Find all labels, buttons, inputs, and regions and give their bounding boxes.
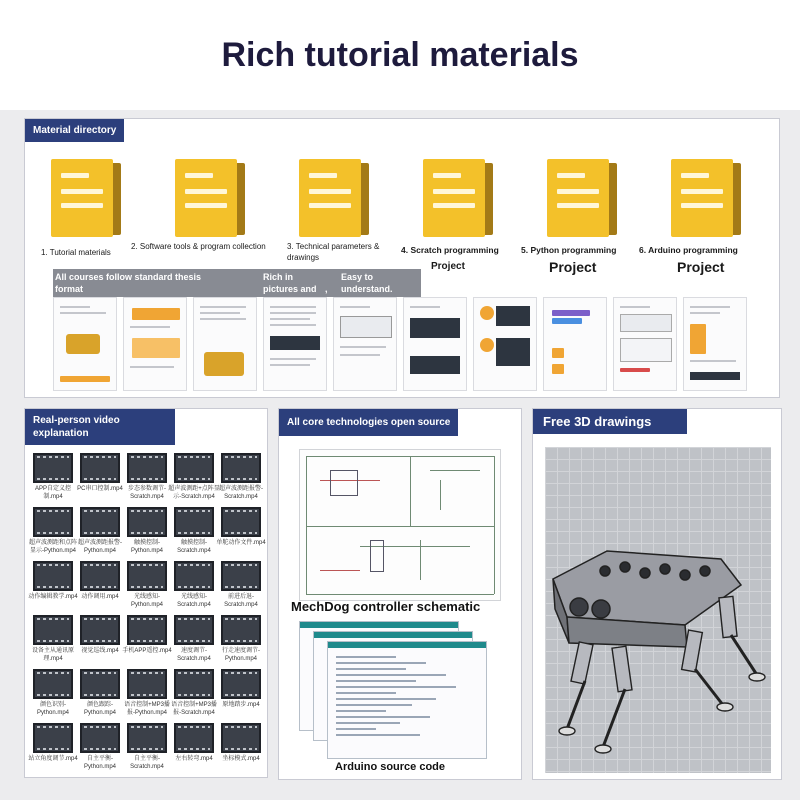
folder-icon[interactable] (671, 159, 741, 237)
feature-band (53, 269, 421, 297)
video-file-icon[interactable] (127, 615, 167, 645)
doc-thumbnail[interactable] (613, 297, 677, 391)
doc-thumbnail[interactable] (683, 297, 747, 391)
video-file-icon[interactable] (221, 669, 261, 699)
video-file-label: 左右转弯.mp4 (175, 756, 213, 762)
video-file-icon[interactable] (33, 723, 73, 753)
video-file-icon[interactable] (174, 669, 214, 699)
video-file-icon[interactable] (80, 507, 120, 537)
code-window (327, 641, 487, 759)
video-file-label: PC串口控制.mp4 (77, 486, 123, 492)
video-file-icon[interactable] (221, 561, 261, 591)
video-file-icon[interactable] (80, 561, 120, 591)
video-file-icon[interactable] (221, 615, 261, 645)
video-file-label: 光线感知-Scratch.mp4 (177, 594, 211, 608)
video-file-label: 动作编辑教学.mp4 (28, 594, 78, 600)
feature-text: , (325, 284, 328, 294)
video-file-label: 触摸控制-Python.mp4 (130, 540, 164, 554)
robot-dog-icon (545, 447, 771, 773)
folder-sublabel: Project (431, 261, 465, 272)
video-file-icon[interactable] (174, 615, 214, 645)
video-file-label: 步态参数调节-Scratch.mp4 (128, 486, 166, 500)
folder-label: 5. Python programming (521, 245, 617, 255)
video-file-icon[interactable] (33, 561, 73, 591)
material-directory-tag: Material directory (25, 119, 124, 142)
feature-text: Easy to understand. (341, 272, 393, 294)
schematic-caption: MechDog controller schematic (291, 599, 481, 614)
doc-thumbnail[interactable] (403, 297, 467, 391)
video-file-icon[interactable] (174, 507, 214, 537)
video-file-label: 坐标模式.mp4 (222, 756, 260, 762)
video-file-label: 自主平衡-Scratch.mp4 (130, 756, 164, 770)
video-panel-tag: Real-person video explanation (25, 409, 175, 445)
doc-thumbnail[interactable] (123, 297, 187, 391)
folder-label: 6. Arduino programming (639, 245, 738, 255)
video-file-icon[interactable] (127, 453, 167, 483)
video-file-icon[interactable] (127, 561, 167, 591)
doc-thumbnail[interactable] (473, 297, 537, 391)
doc-thumbnail[interactable] (53, 297, 117, 391)
page-title: Rich tutorial materials (0, 0, 800, 110)
video-file-icon[interactable] (80, 453, 120, 483)
video-file-icon[interactable] (127, 507, 167, 537)
video-file-label: 触摸控制-Scratch.mp4 (177, 540, 211, 554)
folder-icon[interactable] (51, 159, 121, 237)
video-file-icon[interactable] (33, 453, 73, 483)
video-file-label: 手机APP遥控.mp4 (122, 648, 172, 654)
video-file-icon[interactable] (174, 561, 214, 591)
video-file-icon[interactable] (174, 453, 214, 483)
video-file-icon[interactable] (127, 669, 167, 699)
video-file-label: 光线感知-Python.mp4 (130, 594, 164, 608)
folder-icon[interactable] (547, 159, 617, 237)
document-thumbnails (53, 297, 765, 395)
feature-text: All courses follow standard thesis format (55, 272, 202, 294)
video-file-icon[interactable] (221, 723, 261, 753)
video-file-icon[interactable] (127, 723, 167, 753)
video-file-label: 视觉巡线.mp4 (81, 648, 119, 654)
folder-icon[interactable] (175, 159, 245, 237)
material-directory-panel (24, 118, 780, 398)
feature-text: Rich in pictures and (263, 272, 317, 294)
folder-sublabel: Project (677, 259, 725, 275)
video-file-label: 速度调节-Scratch.mp4 (177, 648, 211, 662)
video-file-icon[interactable] (33, 669, 73, 699)
video-file-icon[interactable] (221, 453, 261, 483)
folder-icon[interactable] (423, 159, 493, 237)
folder-label: 3. Technical parameters & drawings (287, 242, 380, 262)
folder-label: 1. Tutorial materials (41, 248, 111, 257)
video-file-icon[interactable] (33, 507, 73, 537)
folder-label: 2. Software tools & program collection (131, 242, 266, 251)
doc-thumbnail[interactable] (263, 297, 327, 391)
video-file-icon[interactable] (33, 615, 73, 645)
video-file-label: 单舵动作文件.mp4 (216, 540, 266, 546)
code-caption: Arduino source code (335, 761, 446, 773)
video-file-label: 语音控制+MP3播报-Scratch.mp4 (171, 702, 217, 716)
video-file-label: 前进后退-Scratch.mp4 (224, 594, 258, 608)
video-file-icon[interactable] (221, 507, 261, 537)
video-file-icon[interactable] (80, 615, 120, 645)
video-file-label: 颜色识别-Python.mp4 (36, 702, 70, 716)
video-file-icon[interactable] (80, 669, 120, 699)
video-file-label: 语音控制+MP3播报-Python.mp4 (124, 702, 170, 716)
video-file-label: 超声波测距+点阵显示-Scratch.mp4 (168, 486, 220, 500)
video-file-label: 站立角度调节.mp4 (28, 756, 78, 762)
robot-dog-3d-drawing (545, 447, 771, 773)
video-file-label: 动作调用.mp4 (81, 594, 119, 600)
folder-label: 4. Scratch programming (401, 245, 499, 255)
open-source-tag: All core technologies open source (279, 409, 458, 436)
doc-thumbnail[interactable] (333, 297, 397, 391)
drawings-panel (532, 408, 782, 780)
video-file-label: 自主平衡-Python.mp4 (83, 756, 117, 770)
drawings-tag: Free 3D drawings (533, 409, 687, 434)
folder-sublabel: Project (549, 259, 597, 275)
schematic-image (299, 449, 501, 601)
video-file-label: 设备主从通讯原理.mp4 (31, 648, 74, 662)
video-file-icon[interactable] (80, 723, 120, 753)
video-file-icon[interactable] (174, 723, 214, 753)
video-file-label: 原地踏步.mp4 (222, 702, 260, 708)
folder-icon[interactable] (299, 159, 369, 237)
video-file-label: APP自定义控制.mp4 (34, 486, 71, 500)
doc-thumbnail[interactable] (193, 297, 257, 391)
video-file-label: 行走速度调节-Python.mp4 (222, 648, 260, 662)
video-file-label: 超声波测距报警-Scratch.mp4 (219, 486, 263, 500)
video-file-label: 超声波测距和点阵显示-Python.mp4 (28, 540, 77, 554)
open-source-panel (278, 408, 522, 780)
video-panel (24, 408, 268, 778)
doc-thumbnail[interactable] (543, 297, 607, 391)
video-file-label: 颜色跟踪-Python.mp4 (83, 702, 117, 716)
video-file-label: 超声波测距报警-Python.mp4 (78, 540, 122, 554)
